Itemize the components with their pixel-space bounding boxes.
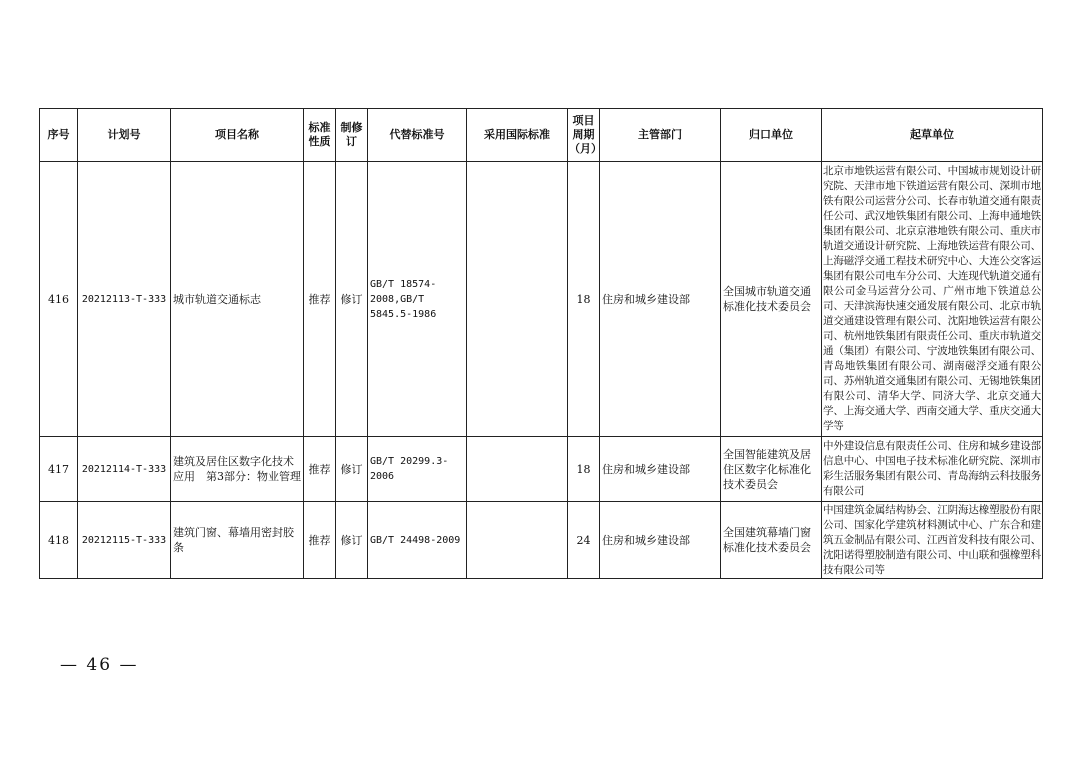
standards-plan-table-container	[39, 108, 1042, 579]
page-number: — 46 —	[60, 655, 139, 675]
header-cycle: 项目周期（月）	[568, 109, 600, 162]
cell-replaced-standard: GB/T 20299.3-2006	[368, 437, 467, 502]
cell-project-name: 城市轨道交通标志	[171, 162, 304, 437]
cell-drafter: 北京市地铁运营有限公司、中国城市规划设计研究院、天津市地下铁道运营有限公司、深圳市地铁有限公司运营分公司、长春市轨道交通有限责任公司、武汉地铁集团有限公司、上海申通地铁集团有限公司、北京京港地铁有限公司、重庆市轨道交通设计研究院、上海地铁运营有限公司、上海磁浮交通工程技术研究中心、大连公交客运集团有限公司电车分公司、大连现代轨道交通有限公司金马运营分公司、广州市地下铁道总公司、天津滨海快速交通发展有限公司、北京市轨道交通建设管理有限公司、沈阳地铁运营有限公司、杭州地铁集团有限责任公司、重庆市轨道交通（集团）有限公司、宁波地铁集团有限公司、青岛地铁集团有限公司、湖南磁浮交通有限公司、苏州轨道交通集团有限公司、无锡地铁集团有限公司、清华大学、同济大学、北京交通大学、上海交通大学、西南交通大学、重庆交通大学等	[822, 162, 1043, 437]
cell-standard-nature: 推荐	[304, 437, 336, 502]
cell-plan-no: 20212113-T-333	[78, 162, 171, 437]
cell-standard-nature: 推荐	[304, 162, 336, 437]
header-drafter: 起草单位	[822, 109, 1043, 162]
cell-intl-standard	[467, 502, 568, 579]
header-project-name: 项目名称	[171, 109, 304, 162]
table-row	[40, 502, 1043, 579]
cell-revise: 修订	[336, 437, 368, 502]
cell-owner: 全国建筑幕墙门窗标准化技术委员会	[721, 502, 822, 579]
cell-revise: 修订	[336, 502, 368, 579]
cell-dept: 住房和城乡建设部	[600, 162, 721, 437]
header-intl-standard: 采用国际标准	[467, 109, 568, 162]
header-seq: 序号	[40, 109, 78, 162]
cell-cycle: 18	[568, 437, 600, 502]
cell-seq: 418	[40, 502, 78, 579]
cell-project-name: 建筑门窗、幕墙用密封胶条	[171, 502, 304, 579]
cell-standard-nature: 推荐	[304, 502, 336, 579]
cell-replaced-standard: GB/T 18574-2008,GB/T 5845.5-1986	[368, 162, 467, 437]
cell-seq: 416	[40, 162, 78, 437]
header-owner: 归口单位	[721, 109, 822, 162]
cell-intl-standard	[467, 162, 568, 437]
cell-plan-no: 20212115-T-333	[78, 502, 171, 579]
table-header-row	[40, 109, 1043, 162]
header-dept: 主管部门	[600, 109, 721, 162]
standards-plan-table	[39, 108, 1043, 579]
header-replaced-standard: 代替标准号	[368, 109, 467, 162]
cell-drafter: 中国建筑金属结构协会、江阴海达橡塑股份有限公司、国家化学建筑材料测试中心、广东合和建筑五金制品有限公司、江西首发科技有限公司、沈阳诺得塑胶制造有限公司、中山联和强橡塑科技有限公司等	[822, 502, 1043, 579]
cell-cycle: 18	[568, 162, 600, 437]
cell-owner: 全国智能建筑及居住区数字化标准化技术委员会	[721, 437, 822, 502]
table-row	[40, 437, 1043, 502]
header-plan-no: 计划号	[78, 109, 171, 162]
cell-intl-standard	[467, 437, 568, 502]
cell-cycle: 24	[568, 502, 600, 579]
cell-owner: 全国城市轨道交通标准化技术委员会	[721, 162, 822, 437]
header-revise: 制修订	[336, 109, 368, 162]
table-row	[40, 162, 1043, 437]
cell-drafter: 中外建设信息有限责任公司、住房和城乡建设部信息中心、中国电子技术标准化研究院、深圳市彩生活服务集团有限公司、青岛海纳云科技服务有限公司	[822, 437, 1043, 502]
cell-revise: 修订	[336, 162, 368, 437]
header-standard-nature: 标准性质	[304, 109, 336, 162]
cell-dept: 住房和城乡建设部	[600, 437, 721, 502]
cell-seq: 417	[40, 437, 78, 502]
cell-dept: 住房和城乡建设部	[600, 502, 721, 579]
cell-project-name: 建筑及居住区数字化技术应用 第3部分：物业管理	[171, 437, 304, 502]
cell-plan-no: 20212114-T-333	[78, 437, 171, 502]
cell-replaced-standard: GB/T 24498-2009	[368, 502, 467, 579]
